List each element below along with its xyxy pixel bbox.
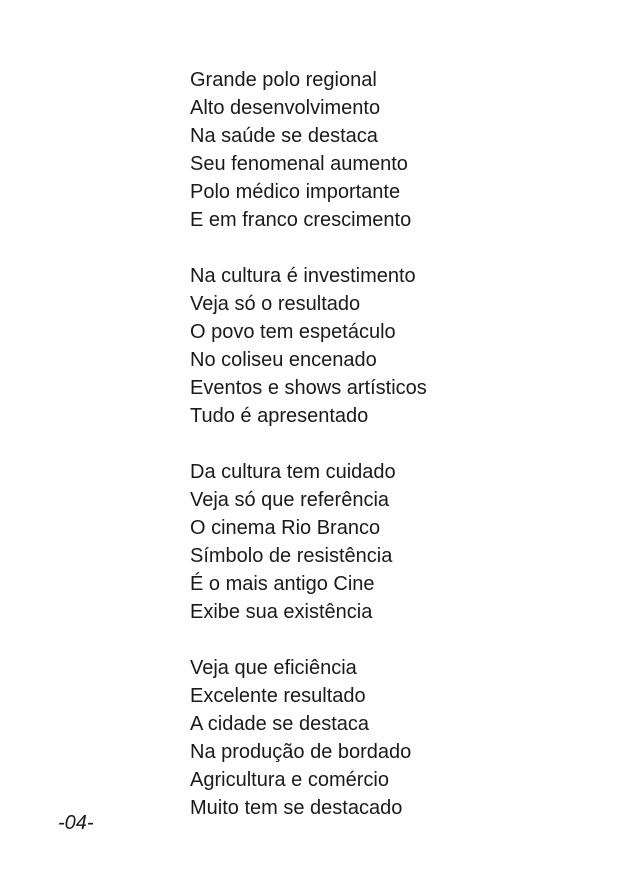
poem-line: Tudo é apresentado: [190, 405, 369, 427]
poem-line: E em franco crescimento: [190, 209, 412, 231]
stanza-1: [190, 66, 600, 234]
poem-line: Muito tem se destacado: [190, 797, 403, 819]
poem-line: Eventos e shows artísticos: [190, 377, 427, 399]
poem-line: O cinema Rio Branco: [190, 517, 381, 539]
stanza-2: [190, 262, 600, 430]
poem-line: Polo médico importante: [190, 181, 401, 203]
poem-line: A cidade se destaca: [190, 713, 370, 735]
poem-line: Grande polo regional: [190, 69, 377, 91]
page-number: -04-: [58, 812, 94, 834]
poem-line: O povo tem espetáculo: [190, 321, 396, 343]
stanza-3: [190, 458, 600, 626]
poem-line: É o mais antigo Cine: [190, 573, 375, 595]
poem-line: Agricultura e comércio: [190, 769, 389, 791]
poem-line: Da cultura tem cuidado: [190, 461, 396, 483]
poem-line: Veja que eficiência: [190, 657, 357, 679]
poem-line: Na cultura é investimento: [190, 265, 416, 287]
stanza-4: [190, 654, 600, 822]
poem-line: Veja só o resultado: [190, 293, 361, 315]
poem-line: Na produção de bordado: [190, 741, 412, 763]
poem-line: No coliseu encenado: [190, 349, 377, 371]
poem-line: Símbolo de resistência: [190, 545, 393, 567]
poem: [190, 66, 600, 850]
poem-line: Alto desenvolvimento: [190, 97, 381, 119]
poem-line: Exibe sua existência: [190, 601, 373, 623]
poem-line: Veja só que referência: [190, 489, 390, 511]
poem-line: Na saúde se destaca: [190, 125, 378, 147]
poem-line: Seu fenomenal aumento: [190, 153, 408, 175]
poem-line: Excelente resultado: [190, 685, 366, 707]
